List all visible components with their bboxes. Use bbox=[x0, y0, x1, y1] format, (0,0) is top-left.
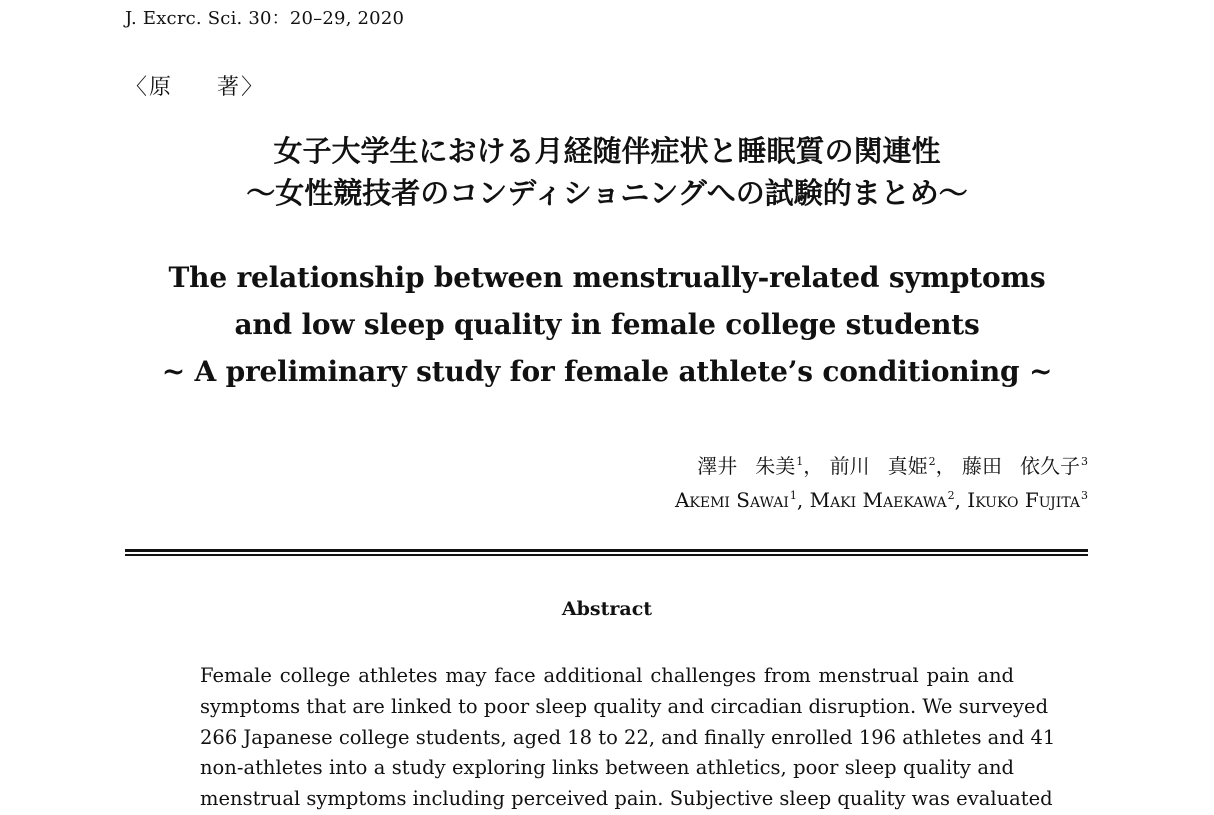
journal-citation: J. Excrc. Sci. 30：20–29, 2020 bbox=[125, 8, 405, 29]
author-jp-family: 澤井 bbox=[697, 454, 738, 478]
author-en-name: Maki Maekawa bbox=[809, 488, 947, 512]
abstract-line: Female college athletes may face additional challenges from menstrual pain and bbox=[200, 664, 1014, 687]
author-affiliation-mark: 3 bbox=[1081, 455, 1088, 469]
abstract-line: symptoms that are linked to poor sleep quality and circadian disruption. We surveyed bbox=[200, 694, 1049, 718]
rule-line-thin bbox=[125, 554, 1088, 556]
japanese-title-line-1: 女子大学生における月経随伴症状と睡眠質の関連性 bbox=[273, 134, 941, 168]
author-affiliation-mark: 2 bbox=[947, 489, 955, 503]
category-close-bracket: 〉 bbox=[241, 75, 264, 100]
author-jp-family: 前川 bbox=[829, 454, 870, 478]
author-affiliation-mark: 1 bbox=[789, 489, 797, 503]
author-affiliation-mark: 2 bbox=[928, 455, 936, 469]
author-jp-given: 依久子 bbox=[1020, 454, 1080, 478]
article-category bbox=[125, 70, 263, 101]
english-title-line-2: and low sleep quality in female college students bbox=[234, 308, 980, 341]
author-separator: ， bbox=[803, 454, 824, 478]
english-title bbox=[0, 254, 1214, 395]
author-en-name: Akemi Sawai bbox=[674, 488, 789, 512]
english-title-line-1: The relationship between menstrually-related symptoms bbox=[168, 261, 1046, 294]
category-word-1: 原 bbox=[149, 75, 172, 100]
abstract-line: menstrual symptoms including perceived pain. Subjective sleep quality was evaluated bbox=[200, 787, 1053, 811]
category-open-bracket: 〈 bbox=[125, 75, 148, 100]
abstract-heading: Abstract bbox=[561, 598, 653, 620]
author-separator: , bbox=[954, 488, 968, 512]
author-jp-given: 朱美 bbox=[755, 454, 796, 478]
abstract-line: 266 Japanese college students, aged 18 to 22, and finally enrolled 196 athletes and 41 bbox=[200, 725, 1056, 749]
japanese-title bbox=[0, 130, 1214, 214]
author-block bbox=[675, 450, 1088, 518]
author-separator: ， bbox=[935, 454, 956, 478]
author-en-name: Ikuko Fujita bbox=[967, 488, 1080, 512]
authors-english bbox=[675, 482, 1088, 518]
author-separator: , bbox=[796, 488, 810, 512]
english-title-line-3: ~ A preliminary study for female athlete’s conditioning ~ bbox=[161, 355, 1053, 388]
authors-japanese bbox=[675, 450, 1088, 482]
double-rule-divider bbox=[125, 549, 1088, 555]
author-jp-given: 真姫 bbox=[887, 454, 928, 478]
author-affiliation-mark: 3 bbox=[1081, 489, 1088, 503]
abstract-line: non-athletes into a study exploring links between athletics, poor sleep quality and bbox=[200, 756, 1014, 780]
author-affiliation-mark: 1 bbox=[796, 455, 804, 469]
japanese-title-line-2: 〜女性競技者のコンディショニングへの試験的まとめ〜 bbox=[246, 176, 968, 210]
rule-line-thick bbox=[125, 549, 1088, 552]
author-jp-family: 藤田 bbox=[962, 454, 1002, 478]
abstract-body bbox=[200, 661, 1056, 815]
category-word-2: 著 bbox=[217, 75, 240, 100]
